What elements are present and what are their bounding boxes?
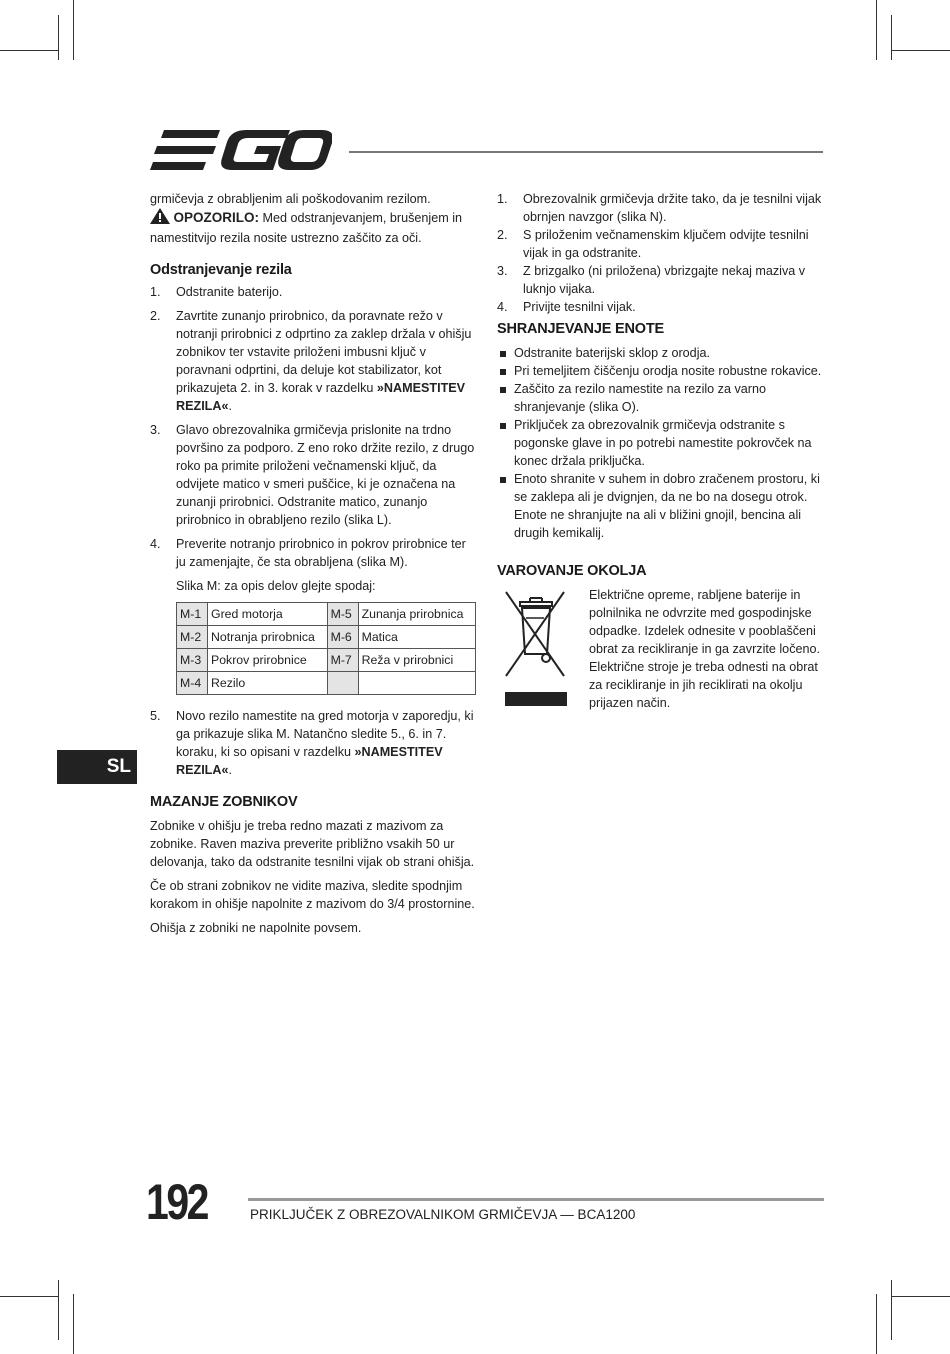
env-text: Električne opreme, rabljene baterije in polnilnika ne odvrzite med gospodinjske odpadke. Izdelek odnesite v pooblaščeni obrat za recikliranje in ga zavrzite ločeno. Električne stroje je treba odnesti na obrat za recikliranje in jih reciklirati na okolju prijazen način. bbox=[589, 588, 820, 710]
crop-mark bbox=[58, 1280, 59, 1340]
crop-mark bbox=[73, 0, 74, 60]
list-item: Priključek za obrezovalnik grmičevja odstranite s pogonske glave in po potrebi namestite pokrovček na konec držala priključka. bbox=[497, 416, 823, 470]
table-row: M-1 Gred motorja M-5 Zunanja prirobnica bbox=[177, 603, 476, 626]
page-number: 192 bbox=[146, 1174, 208, 1230]
warning bbox=[150, 208, 478, 247]
lube-heading: MAZANJE ZOBNIKOV bbox=[150, 794, 298, 810]
crop-mark bbox=[892, 50, 950, 51]
list-item: 5. Novo rezilo namestite na gred motorja v zaporedju, ki ga prikazuje slika M. Natančno sledite 5., 6. in 7. koraku, ki so opisani v razdelku »NAMESTITEV REZILA«. bbox=[150, 709, 474, 777]
lube-paragraph: Zobnike v ohišju je treba redno mazati z mazivom za zobnike. Raven maziva preverite približno vsakih 50 ur delovanja, tako da odstranite tesnilni vijak ob strani ohišja. bbox=[150, 819, 475, 869]
lube-steps bbox=[497, 190, 823, 316]
crop-mark bbox=[876, 1294, 877, 1354]
storage-heading: SHRANJEVANJE ENOTE bbox=[497, 321, 664, 337]
weee-bin-icon bbox=[502, 588, 568, 706]
warning-label: OPOZORILO: bbox=[173, 210, 259, 225]
footer-title: PRIKLJUČEK Z OBREZOVALNIKOM GRMIČEVJA — BCA1200 bbox=[250, 1207, 636, 1222]
list-item: 4. Privijte tesnilni vijak. bbox=[497, 300, 636, 314]
table-row: M-4 Rezilo bbox=[177, 672, 476, 695]
crop-mark bbox=[0, 50, 58, 51]
header-rule bbox=[349, 151, 823, 153]
removal-steps bbox=[150, 283, 478, 779]
table-row: M-3 Pokrov prirobnice M-7 Reža v prirobnici bbox=[177, 649, 476, 672]
crop-mark bbox=[891, 15, 892, 60]
footer-rule bbox=[248, 1198, 824, 1201]
crop-mark bbox=[0, 1296, 58, 1297]
figure-caption: Slika M: za opis delov glejte spodaj: bbox=[176, 579, 376, 593]
list-item: 1. Obrezovalnik grmičevja držite tako, da je tesnilni vijak obrnjen navzgor (slika N). bbox=[497, 192, 822, 224]
left-column bbox=[150, 190, 478, 943]
language-code: SL bbox=[106, 756, 131, 777]
warning-triangle-icon bbox=[150, 208, 170, 229]
list-item: Enoto shranite v suhem in dobro zračenem prostoru, ki se zaklepa ali je dvignjen, da ne bo na dosegu otrok. Enote ne shranjujte na ali v bližini gnojil, bencina ali drugih kemikalij. bbox=[497, 470, 823, 542]
list-item: 3. Z brizgalko (ni priložena) vbrizgajte nekaj maziva v luknjo vijaka. bbox=[497, 264, 806, 296]
list-item: Odstranite baterijski sklop z orodja. bbox=[497, 344, 823, 362]
lube-paragraph: Ohišja z zobniki ne napolnite povsem. bbox=[150, 921, 362, 935]
crop-mark bbox=[891, 1280, 892, 1340]
right-column bbox=[497, 190, 823, 712]
warning-text: Med odstranjevanjem, brušenjem in namestitvijo rezila nosite ustrezno zaščito za oči. bbox=[150, 211, 463, 245]
removal-heading: Odstranjevanje rezila bbox=[150, 262, 292, 278]
lube-paragraph: Če ob strani zobnikov ne vidite maziva, sledite spodnjim korakom in ohišje napolnite z mazivom do 3/4 prostornine. bbox=[150, 879, 475, 911]
env-block bbox=[497, 586, 823, 712]
list-item: 4. Preverite notranjo prirobnico in pokrov prirobnice ter ju zamenjajte, če sta obrabljena (slika M). Slika M: za opis delov glejte spodaj: M-1 Gred motorja M-5 Zunanja prirobnica M-2 Notranja prirobnica M-6 Matica M-3 Pokrov prirobnice M-7 Reža v prirobnici M-4 Rezilo bbox=[150, 535, 478, 695]
list-item: 2. Zavrtite zunanjo prirobnico, da poravnate režo v notranji prirobnici z odprtino za zaklep držala v ohišju zobnikov ter vstavite priloženi imbusni ključ v poravnani odprtini, da deluje kot stabilizator, kot prikazujeta 2. in 3. korak v razdelku »NAMESTITEV REZILA«. bbox=[150, 309, 472, 413]
table-row: M-2 Notranja prirobnica M-6 Matica bbox=[177, 626, 476, 649]
crop-mark bbox=[892, 1296, 950, 1297]
env-heading: VAROVANJE OKOLJA bbox=[497, 563, 647, 579]
list-item: 1. Odstranite baterijo. bbox=[150, 285, 283, 299]
list-item: Pri temeljitem čiščenju orodja nosite robustne rokavice. bbox=[497, 362, 823, 380]
crop-mark bbox=[58, 15, 59, 60]
storage-list bbox=[497, 344, 823, 542]
list-item: Zaščito za rezilo namestite na rezilo za varno shranjevanje (slika O). bbox=[497, 380, 823, 416]
crop-mark bbox=[876, 0, 877, 60]
language-tab bbox=[57, 750, 137, 784]
crop-mark bbox=[73, 1294, 74, 1354]
parts-table bbox=[176, 602, 476, 695]
list-item: 2. S priloženim večnamenskim ključem odvijte tesnilni vijak in ga odstranite. bbox=[497, 228, 809, 260]
intro-text: grmičevja z obrabljenim ali poškodovanim rezilom. bbox=[150, 192, 431, 206]
ego-logo bbox=[150, 130, 332, 172]
list-item: 3. Glavo obrezovalnika grmičevja prislonite na trdno površino za podporo. Z eno roko držite rezilo, z drugo roko pa primite priloženi večnamenski ključ, da odvijete matico v smeri puščice, ki je označena na zunanji prirobnici. Odstranite matico, zunanjo prirobnico in obrabljeno rezilo (slika L). bbox=[150, 423, 475, 527]
